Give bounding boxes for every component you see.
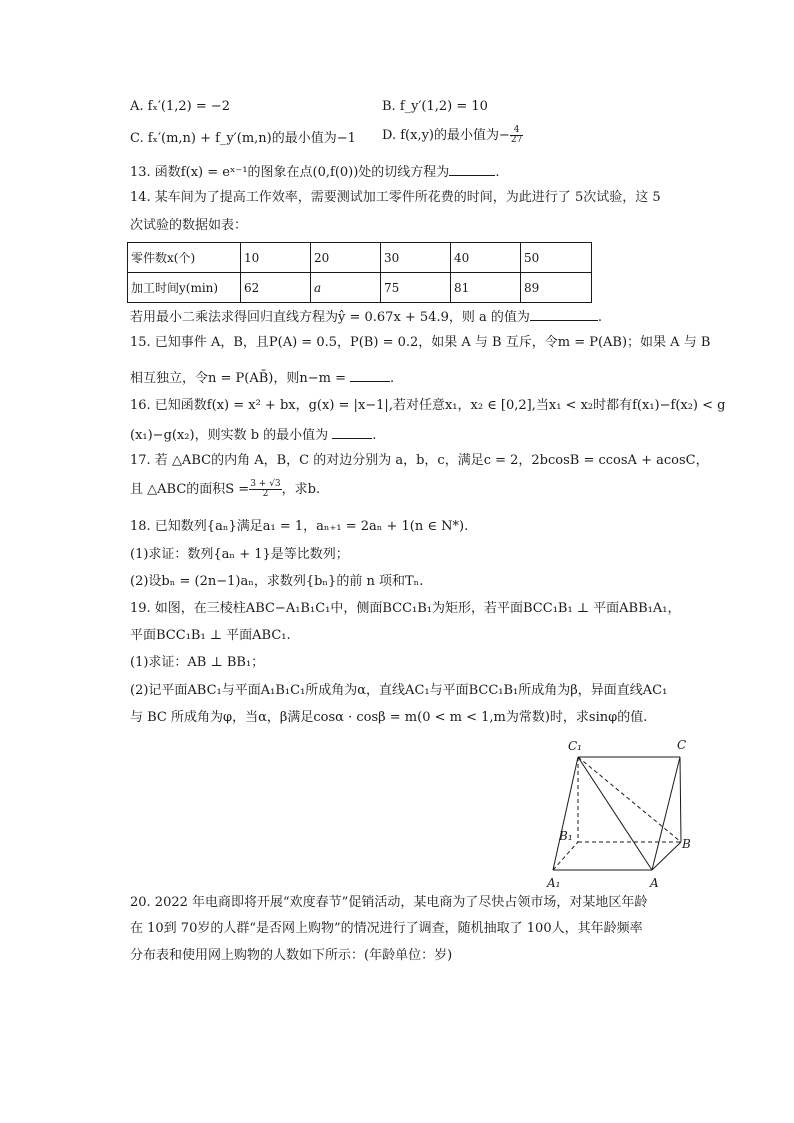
question-14-line1: 14. 某车间为了提高工作效率，需要测试加工零件所花费的时间，为此进行了 5次试验，这 5 (130, 190, 661, 205)
fraction-numerator: 4 (510, 126, 523, 136)
area-fraction (249, 480, 281, 499)
question-19-part2-line1: (2)记平面ABC₁与平面A₁B₁C₁所成角为α，直线AC₁与平面BCC₁B₁所成角为β，异面直线AC₁ (130, 683, 668, 698)
question-16-text: (x₁)−g(x₂)，则实数 b 的最小值为 (130, 428, 329, 443)
table-cell: 加工时间y(min) (128, 273, 241, 303)
answer-blank (332, 424, 372, 439)
question-20-line2: 在 10到 70岁的人群“是否网上购物”的情况进行了调查，随机抽取了 100人，其年龄频率 (130, 921, 643, 936)
question-16-line1: 16. 已知函数f(x) = x² + bx，g(x) = |x−1|,若对任意x₁，x₂ ∈ [0,2],当x₁ < x₂时都有f(x₁)−f(x₂) < g (130, 398, 726, 413)
edge-c1-b-hidden (578, 757, 681, 842)
label-b1: B₁ (559, 829, 573, 843)
table-cell: 40 (451, 243, 521, 273)
period: . (372, 428, 377, 443)
question-16-line2 (130, 424, 376, 446)
question-18-line1: 18. 已知数列{aₙ}满足a₁ = 1，aₙ₊₁ = 2aₙ + 1(n ∈ N*). (130, 519, 469, 534)
table-cell: 零件数x(个) (128, 243, 241, 273)
question-15-line2 (130, 367, 394, 389)
fraction-denominator: 2 (262, 489, 269, 499)
question-19-part2-line2: 与 BC 所成角为φ，当α，β满足cosα · cosβ = m(0 < m < 1,m为常数)时，求sinφ的值. (130, 710, 648, 725)
table-cell: 20 (311, 243, 381, 273)
question-13-text: 13. 函数f(x) = eˣ⁻¹的图象在点(0,f(0))处的切线方程为 (130, 165, 450, 180)
question-15-line1: 15. 已知事件 A，B，且P(A) = 0.5，P(B) = 0.2，如果 A 与 B 互斥，令m = P(AB)；如果 A 与 B (130, 335, 711, 350)
table-cell: 81 (451, 273, 521, 303)
question-18-part2: (2)设bₙ = (2n−1)aₙ，求数列{bₙ}的前 n 项和Tₙ. (130, 574, 424, 589)
label-c: C (677, 738, 687, 752)
question-17-line1: 17. 若 △ABC的内角 A，B，C 的对边分别为 a，b，c，满足c = 2，2bcosB = ccosA + acosC， (130, 453, 709, 468)
edge-c1-a (578, 757, 652, 870)
edge-a-b (652, 842, 681, 870)
answer-blank (350, 367, 390, 382)
choice-d (382, 126, 523, 146)
question-17-suffix: ，求b. (281, 482, 321, 497)
edge-c-b (680, 757, 681, 842)
question-19-line2: 平面BCC₁B₁ ⊥ 平面ABC₁. (130, 628, 291, 643)
answer-blank (449, 161, 495, 176)
label-b: B (682, 837, 691, 851)
table-cell: 75 (381, 273, 451, 303)
table-row (128, 273, 592, 303)
table-cell: a (311, 273, 381, 303)
edge-c-a (652, 757, 680, 870)
question-13 (130, 161, 499, 183)
choice-c: C. fₓ′(m,n) + f_y′(m,n)的最小值为−1 (130, 131, 356, 146)
edge-c1-a1 (553, 757, 578, 870)
label-a: A (650, 876, 659, 890)
period: . (389, 371, 395, 386)
question-17-text: 且 △ABC的面积S = (130, 482, 250, 497)
question-14-line2: 次试验的数据如表： (130, 218, 248, 233)
question-20-line3: 分布表和使用网上购物的人数如下所示：(年龄单位：岁) (130, 948, 453, 963)
choice-d-fraction (510, 126, 523, 145)
question-17-line2 (130, 480, 320, 500)
label-a1: A₁ (547, 876, 561, 890)
choice-a: A. fₓ′(1,2) = −2 (130, 99, 231, 114)
question-14-line3 (130, 306, 602, 328)
choice-b: B. f_y′(1,2) = 10 (382, 99, 488, 114)
data-table (127, 242, 592, 303)
question-14-regression-text: 若用最小二乘法求得回归直线方程为ŷ = 0.67x + 54.9，则 a 的值为 (130, 310, 530, 325)
table-cell: 30 (381, 243, 451, 273)
table-cell: 10 (241, 243, 311, 273)
question-19-line1: 19. 如图，在三棱柱ABC−A₁B₁C₁中，侧面BCC₁B₁为矩形，若平面BCC₁B₁ ⊥ 平面ABB₁A₁， (130, 601, 681, 616)
period: . (495, 165, 500, 180)
table-cell: 89 (521, 273, 592, 303)
choice-d-text: D. f(x,y)的最小值为− (382, 128, 510, 143)
table-cell: 50 (521, 243, 592, 273)
table-cell: 62 (241, 273, 311, 303)
period: . (597, 310, 603, 325)
edge-a1-b1-hidden (553, 842, 578, 870)
fraction-numerator: 3 + √3 (250, 479, 281, 489)
question-19-part1: (1)求证：AB ⊥ BB₁； (130, 655, 265, 670)
question-15-text: 相互独立，令n = P(AB̄)，则n−m = (130, 371, 346, 386)
table-row (128, 243, 592, 273)
question-20-line1: 20. 2022 年电商即将开展“欢度春节”促销活动，某电商为了尽快占领市场，对某地区年龄 (130, 895, 648, 910)
fraction-denominator: 27 (510, 135, 523, 145)
label-c1: C₁ (568, 739, 582, 753)
prism-figure (540, 730, 710, 892)
question-18-part1: (1)求证：数列{aₙ + 1}是等比数列； (130, 547, 349, 562)
answer-blank (530, 306, 598, 321)
